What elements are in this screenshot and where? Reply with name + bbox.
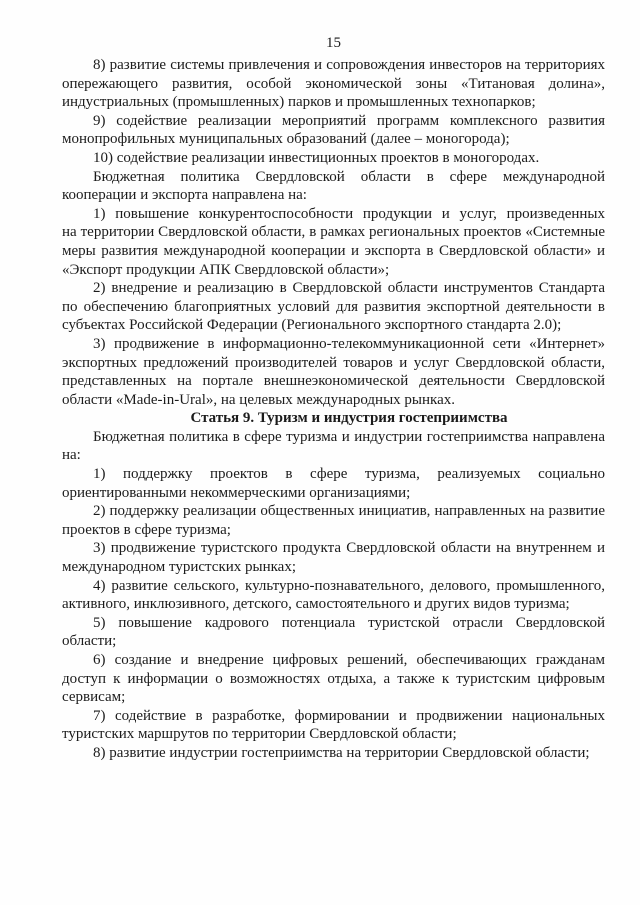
- paragraph-item-10-monotown-projects: 10) содействие реализации инвестиционных проектов в моногородах.: [93, 149, 540, 166]
- paragraph-item-3-made-in-ural: 3) продвижение в информационно-телекоммуникационной сети «Интернет» экспортных предложений производителей товаров и услуг Свердловской области, представленных на портале внешнеэкономической деятельности Свердловской области «Made-in-Ural», на целевых международных рынках.: [62, 335, 605, 408]
- paragraph-item-8-hospitality-industry: 8) развитие индустрии гостеприимства на территории Свердловской области;: [93, 744, 590, 761]
- paragraph-item-5-personnel-potential: 5) повышение кадрового потенциала туристской отрасли Свердловской области;: [62, 614, 605, 650]
- paragraph-item-2-public-initiatives: 2) поддержку реализации общественных инициатив, направленных на развитие проектов в сфере туризма;: [62, 503, 605, 538]
- document-body: [62, 56, 605, 763]
- paragraph-item-4-tourism-types: 4) развитие сельского, культурно-познавательного, делового, промышленного, активного, инклюзивного, детского, самостоятельного и других видов туризма;: [62, 577, 605, 613]
- paragraph-item-3-tourism-product-promotion: 3) продвижение туристского продукта Свердловской области на внутреннем и международном туристских рынках;: [62, 540, 605, 576]
- paragraph-item-8-investors: 8) развитие системы привлечения и сопровождения инвесторов на территориях опережающего развития, особой экономической зоны «Титановая долина», индустриальных (промышленных) парков и промышленных технопарков;: [62, 57, 605, 111]
- paragraph-item-9-monotowns-programs: 9) содействие реализации мероприятий программ комплексного развития монопрофильных муниципальных образований (далее – моногорода);: [62, 112, 605, 148]
- section-heading-article-9: Статья 9. Туризм и индустрия гостеприимства: [190, 410, 508, 427]
- paragraph-intro-tourism-policy: Бюджетная политика в сфере туризма и индустрии гостеприимства направлена на:: [62, 428, 605, 464]
- paragraph-item-7-national-routes: 7) содействие в разработке, формировании и продвижении национальных туристских маршрутов по территории Свердловской области;: [62, 707, 605, 743]
- paragraph-item-1-competitiveness: 1) повышение конкурентоспособности продукции и услуг, произведенных на территории Свердловской области, в рамках региональных проектов «Системные меры развития международной кооперации и экспорта в Свердловской области» и «Экспорт продукции АПК Свердловской области»;: [62, 205, 605, 278]
- page-number: 15: [326, 35, 341, 51]
- paragraph-item-2-export-standard: 2) внедрение и реализацию в Свердловской области инструментов Стандарта по обеспечению благоприятных условий для развития экспортной деятельности в субъектах Российской Федерации (Регионального экспортного стандарта 2.0);: [62, 280, 605, 334]
- paragraph-item-6-digital-solutions: 6) создание и внедрение цифровых решений, обеспечивающих гражданам доступ к информации о возможностях отдыха, а также к туристским цифровым сервисам;: [62, 652, 605, 706]
- paragraph-item-1-tourism-nko-support: 1) поддержку проектов в сфере туризма, реализуемых социально ориентированными некоммерческими организациями;: [62, 466, 605, 501]
- paragraph-intro-international-cooperation: Бюджетная политика Свердловской области в сфере международной кооперации и экспорта направлена на:: [62, 168, 605, 204]
